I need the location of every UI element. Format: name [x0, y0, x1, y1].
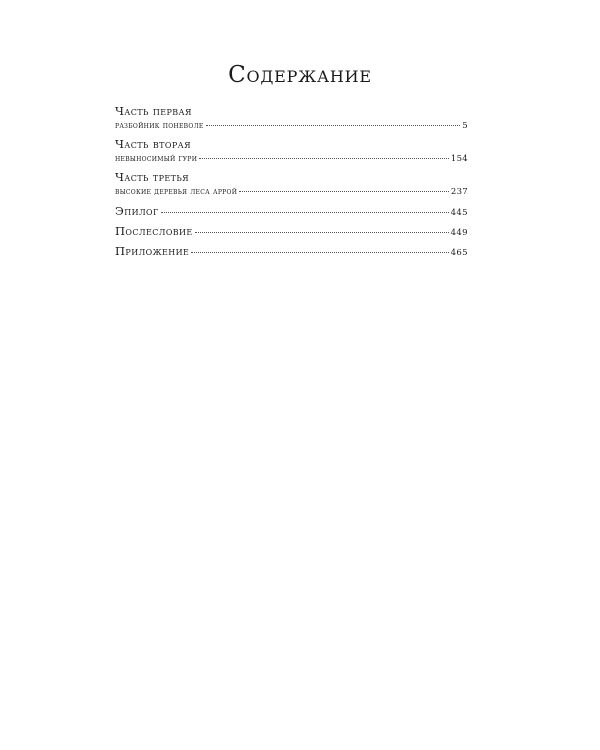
dot-leader — [206, 125, 461, 126]
toc-entry-label: Приложение — [115, 244, 190, 258]
table-of-contents — [115, 100, 468, 262]
toc-entry-part-3[interactable] — [115, 185, 468, 199]
part-heading-1: Часть первая — [115, 104, 192, 118]
page-number: 445 — [450, 208, 468, 218]
toc-entry-label: Эпилог — [115, 204, 159, 218]
toc-entry-epilogue[interactable] — [115, 202, 468, 222]
toc-entry-afterword[interactable] — [115, 222, 468, 242]
page-number: 5 — [462, 121, 468, 131]
part-heading-3: Часть третья — [115, 170, 189, 184]
toc-entry-label: высокие деревья леса аррой — [115, 187, 238, 197]
page-number: 465 — [450, 248, 468, 258]
page-title: Содержание — [228, 62, 372, 88]
part-heading-2: Часть вторая — [115, 137, 191, 151]
toc-entry-appendix[interactable] — [115, 242, 468, 262]
page-number: 237 — [450, 187, 468, 197]
page-number: 154 — [450, 154, 468, 164]
toc-entry-label: невыносимый гури — [115, 154, 198, 164]
toc-entry-part-1[interactable] — [115, 119, 468, 133]
dot-leader — [199, 158, 449, 159]
page-number: 449 — [450, 228, 468, 238]
dot-leader — [161, 212, 449, 213]
dot-leader — [239, 191, 449, 192]
dot-leader — [191, 252, 448, 253]
toc-entry-part-2[interactable] — [115, 152, 468, 166]
toc-entry-label: Послесловие — [115, 224, 193, 238]
toc-entry-label: разбойник поневоле — [115, 121, 204, 131]
dot-leader — [195, 232, 449, 233]
